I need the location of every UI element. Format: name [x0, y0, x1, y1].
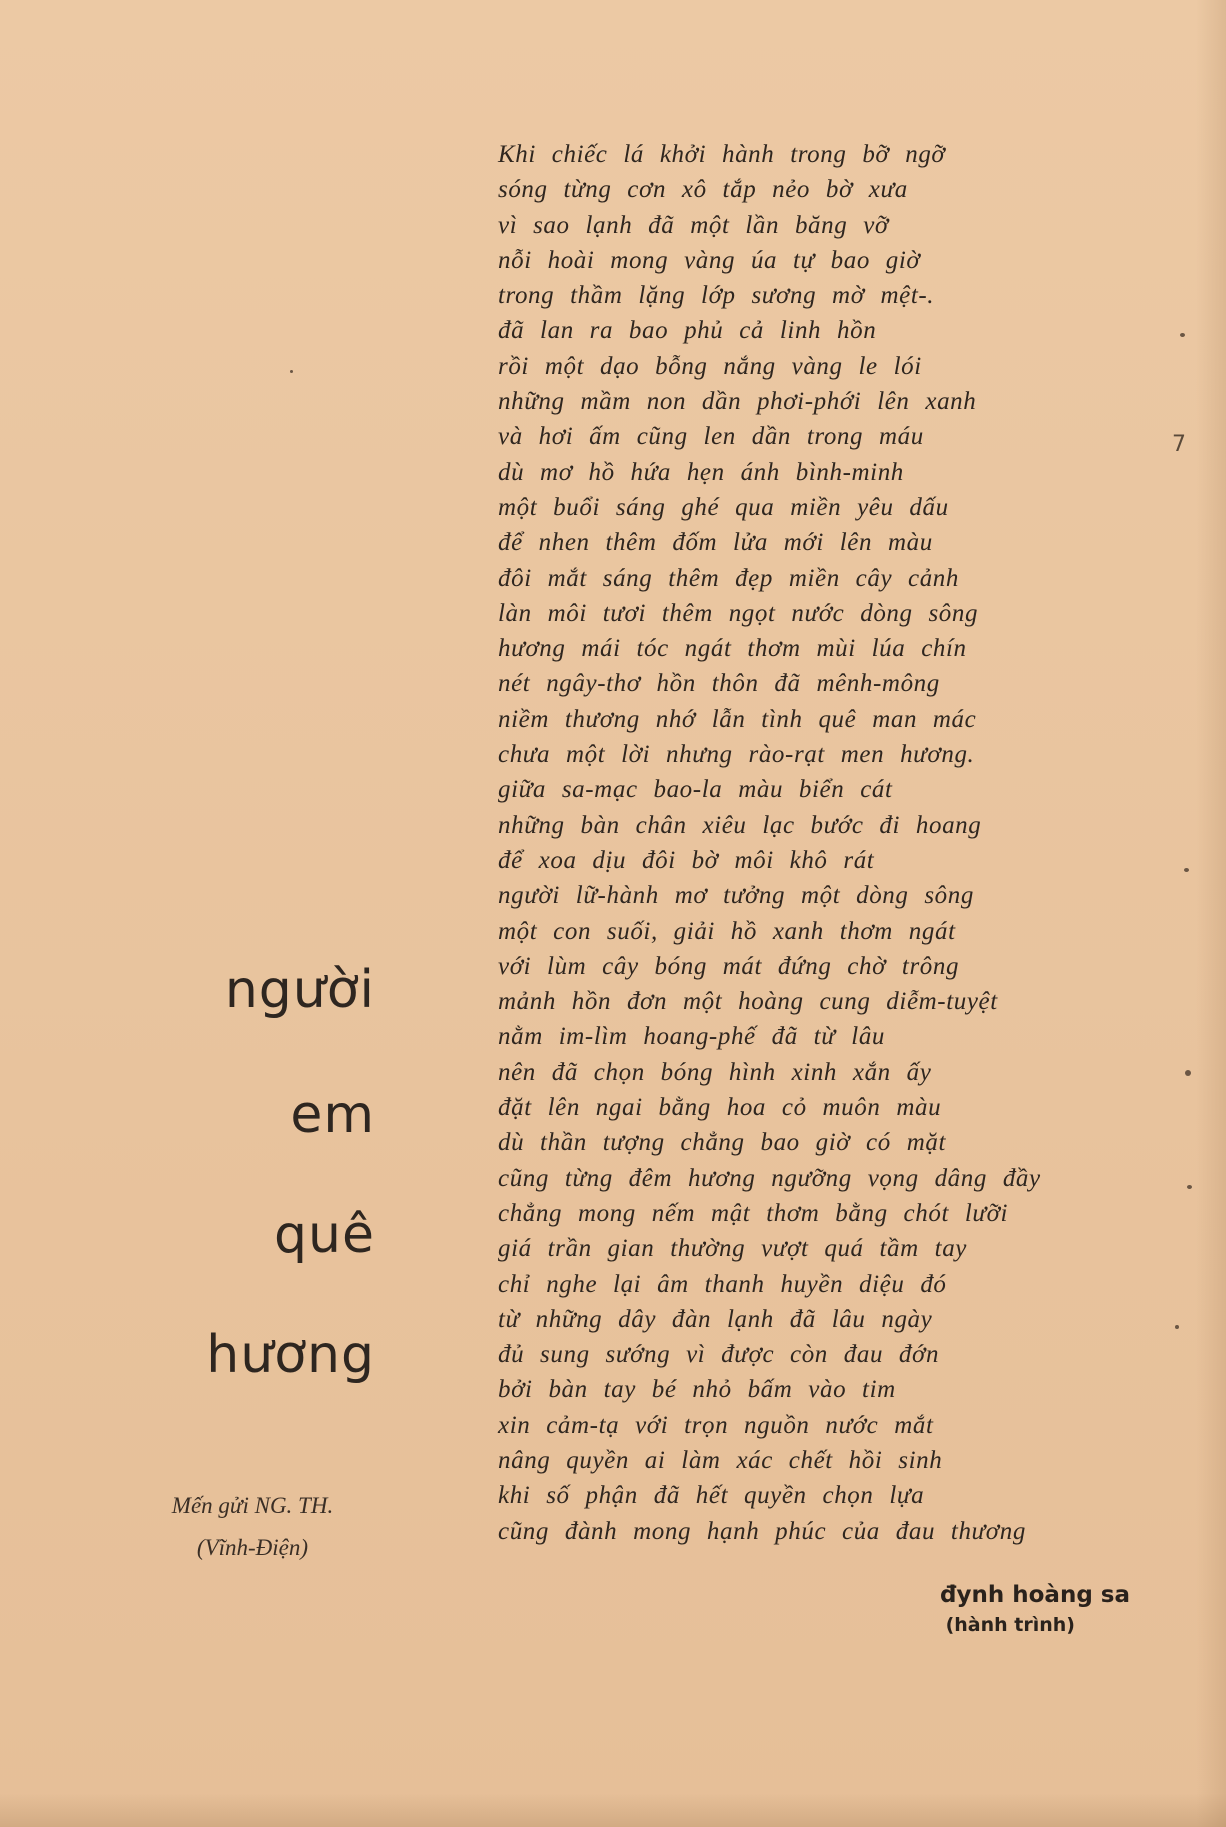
poem-line: nâng quyền ai làm xác chết hồi sinh — [498, 1446, 943, 1474]
poem-line: mảnh hồn đơn một hoàng cung diễm-tuyệt — [498, 988, 998, 1016]
poem-line: cũng từng đêm hương ngưỡng vọng dâng đầy — [498, 1164, 1041, 1192]
title-line-3: quê — [274, 1205, 375, 1265]
poem-line: hương mái tóc ngát thơm mùi lúa chín — [498, 635, 967, 663]
dedication-line-1: Mến gửi NG. TH. — [171, 1493, 334, 1518]
poem-line: người lữ-hành mơ tưởng một dòng sông — [498, 882, 974, 910]
poem-line: để nhen thêm đốm lửa mới lên màu — [498, 529, 933, 557]
poem-line: dù mơ hồ hứa hẹn ánh bình-minh — [498, 458, 904, 486]
author-name: đynh hoàng sa — [940, 1582, 1130, 1608]
poem-line: sóng từng cơn xô tắp nẻo bờ xưa — [498, 176, 908, 204]
poem-line: đặt lên ngai bằng hoa cỏ muôn màu — [498, 1094, 942, 1122]
poem-line: chưa một lời nhưng rào-rạt men hương. — [498, 741, 975, 769]
poem-line: từ những dây đàn lạnh đã lâu ngày — [498, 1305, 933, 1333]
title-line-4: hương — [206, 1325, 375, 1385]
poem-line: nét ngây-thơ hồn thôn đã mênh-mông — [498, 670, 940, 698]
poem-line: Khi chiếc lá khởi hành trong bỡ ngỡ — [498, 141, 946, 168]
poem-line: những mầm non dần phơi-phới lên xanh — [498, 388, 977, 416]
poem-line: rồi một dạo bỗng nắng vàng le lói — [498, 352, 922, 380]
page-number: 7 — [1172, 432, 1186, 457]
poem-line: những bàn chân xiêu lạc bước đi hoang — [498, 811, 982, 839]
paper-speck — [1175, 1325, 1179, 1329]
poem-line: chẳng mong nếm mật thơm bằng chót lưỡi — [498, 1199, 1009, 1227]
poem-line: một con suối, giải hồ xanh thơm ngát — [498, 917, 956, 945]
paper-speck — [290, 370, 293, 373]
poem-line: đã lan ra bao phủ cả linh hồn — [498, 317, 877, 345]
poem-line: đôi mắt sáng thêm đẹp miền cây cảnh — [498, 564, 960, 592]
dedication-line-2: (Vĩnh-Điện) — [196, 1535, 309, 1560]
poem-line: trong thầm lặng lớp sương mờ mệt-. — [498, 282, 935, 310]
poem-line: cũng đành mong hạnh phúc của đau thương — [498, 1517, 1026, 1545]
paper-speck — [1185, 1070, 1191, 1076]
poem-line: giá trần gian thường vượt quá tầm tay — [498, 1235, 968, 1263]
poem-line: bởi bàn tay bé nhỏ bấm vào tim — [498, 1376, 896, 1404]
page-bottom-shadow — [0, 1793, 1226, 1827]
paper-speck — [1187, 1185, 1192, 1189]
paper-speck — [1184, 868, 1189, 872]
title-line-1: người — [224, 960, 375, 1020]
poem-line: nên đã chọn bóng hình xinh xắn ấy — [498, 1058, 932, 1086]
poem-line: niềm thương nhớ lẫn tình quê man mác — [498, 705, 977, 733]
poem-line: để xoa dịu đôi bờ môi khô rát — [498, 846, 875, 874]
poem-line: và hơi ấm cũng len dần trong máu — [498, 423, 924, 451]
poem-line: nằm im-lìm hoang-phế đã từ lâu — [498, 1023, 886, 1051]
paper-speck — [1180, 333, 1185, 337]
poem-line: khi số phận đã hết quyền chọn lựa — [498, 1482, 925, 1510]
poem-line: giữa sa-mạc bao-la màu biển cát — [498, 776, 893, 804]
poem-line: với lùm cây bóng mát đứng chờ trông — [498, 952, 960, 980]
title-line-2: em — [290, 1085, 375, 1145]
poem-line: nỗi hoài mong vàng úa tự bao giờ — [498, 246, 921, 274]
poem-line: chỉ nghe lại âm thanh huyền diệu đó — [498, 1270, 947, 1298]
poem-line: đủ sung sướng vì được còn đau đớn — [498, 1341, 940, 1369]
poem-line: xin cảm-tạ với trọn nguồn nước mắt — [498, 1411, 934, 1439]
source-note: (hành trình) — [945, 1614, 1075, 1636]
page-edge-shadow — [1196, 0, 1226, 1827]
poem-line: làn môi tươi thêm ngọt nước dòng sông — [498, 599, 979, 627]
poem-line: vì sao lạnh đã một lần băng vỡ — [498, 211, 889, 239]
poem-line: một buổi sáng ghé qua miền yêu dấu — [498, 493, 949, 521]
poem-body — [498, 137, 1098, 1549]
poem-line: dù thần tượng chẳng bao giờ có mặt — [498, 1129, 946, 1157]
